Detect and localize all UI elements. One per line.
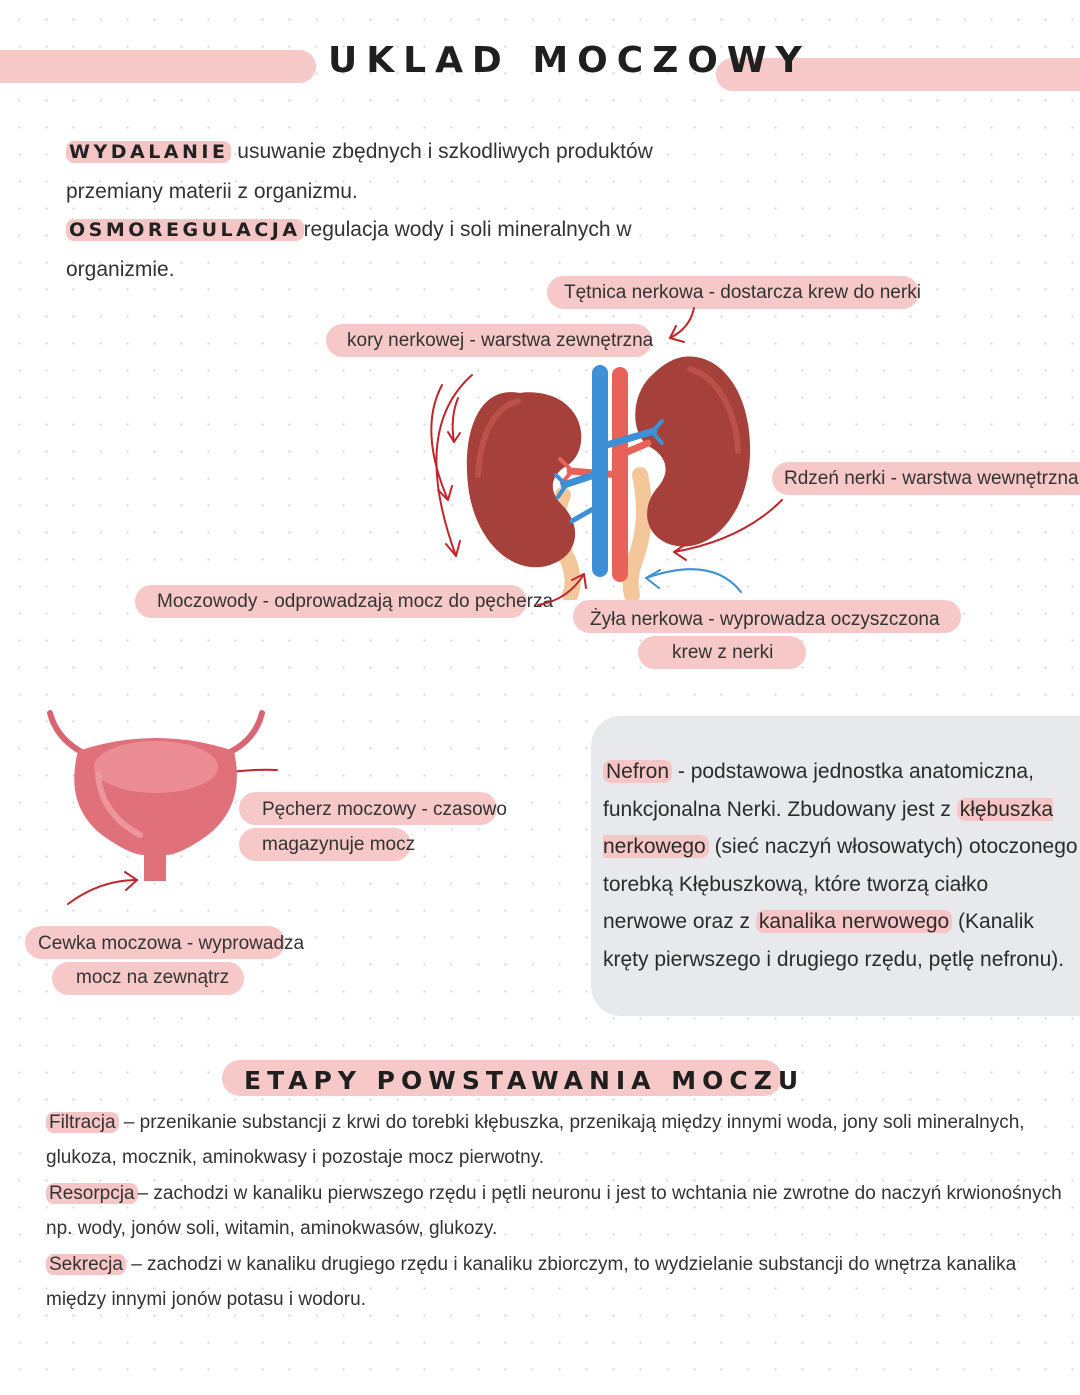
stage-term-sekrecja: Sekrecja [46, 1254, 126, 1275]
term-wydalanie: WYDALANIE [66, 141, 231, 163]
nefron-term: Nefron [603, 760, 672, 783]
stage-filtracja: Filtracja – przenikanie substancji z krwi do torebki kłębuszka, przenikają między innymi woda, jony soli mineralnych, glukoza, mocznik, aminokwasy i pozostaje mocz pierwotny. [46, 1112, 1025, 1168]
stage-sekrecja: Sekrecja – zachodzi w kanaliku drugiego rzędu i kanaliku zbiorczym, to wydzielanie substancji do wnętrza kanalika między innymi jonów potasu i wodoru. [46, 1254, 1017, 1310]
page-title: UKLAD MOCZOWY [328, 40, 811, 81]
stage-resorpcja: Resorpcja – zachodzi w kanaliku pierwszego rzędu i pętli neuronu i jest to wchtania nie zwrotne do naczyń krwionośnych np. wody, jonów soli, witamin, aminokwasów, glukozy. [46, 1183, 1062, 1239]
stages-title: ETAPY POWSTAWANIA MOCZU [244, 1066, 805, 1095]
label-moczowody: Moczowody - odprowadzają mocz do pęcherza [157, 591, 554, 612]
term-osmoregulacja: OSMOREGULACJA [66, 219, 304, 241]
label-zyla-2: krew z nerki [672, 642, 774, 663]
definition-wydalanie: WYDALANIE usuwanie zbędnych i szkodliwych produktów przemiany materii z organizmu. [66, 140, 653, 203]
arrow-rdzen [674, 500, 782, 552]
arrow-tetnica [670, 308, 694, 338]
definition-osmoregulacja: OSMOREGULACJA regulacja wody i soli mineralnych w organizmie. [66, 218, 632, 281]
label-zyla-1: Żyła nerkowa - wyprowadza oczyszczona [590, 609, 940, 630]
arrow-kory-1 [436, 375, 472, 556]
arrow-kory-2 [431, 385, 448, 500]
stage-term-resorpcja: Resorpcja [46, 1183, 138, 1204]
label-cewka-1: Cewka moczowa - wyprowadza [38, 933, 305, 954]
arrow-zyla [646, 569, 741, 592]
label-rdzen: Rdzeń nerki - warstwa wewnętrzna [784, 468, 1079, 489]
nefron-description: Nefron - podstawowa jednostka anatomiczna, funkcjonalna Nerki. Zbudowany jest z kłębuszka nerkowego (sieć naczyń włosowatych) otoczonego torebką Kłębuszkową, które tworzą ciałko nerwowe oraz z kanalika nerwowego (Kanalik kręty pierwszego i drugiego rzędu, pętlę nefronu). [603, 760, 1078, 971]
arrow-moczowody [538, 574, 584, 605]
label-pecherz-2: magazynuje mocz [262, 834, 416, 855]
label-cewka-2: mocz na zewnątrz [76, 967, 230, 988]
bladder-illustration [40, 705, 275, 890]
stage-term-filtracja: Filtracja [46, 1112, 119, 1133]
label-pecherz-1: Pęcherz moczowy - czasowo [262, 799, 507, 820]
label-kory: kory nerkowej - warstwa zewnętrzna [347, 330, 654, 351]
label-tetnica: Tętnica nerkowa - dostarcza krew do nerki [564, 282, 921, 303]
